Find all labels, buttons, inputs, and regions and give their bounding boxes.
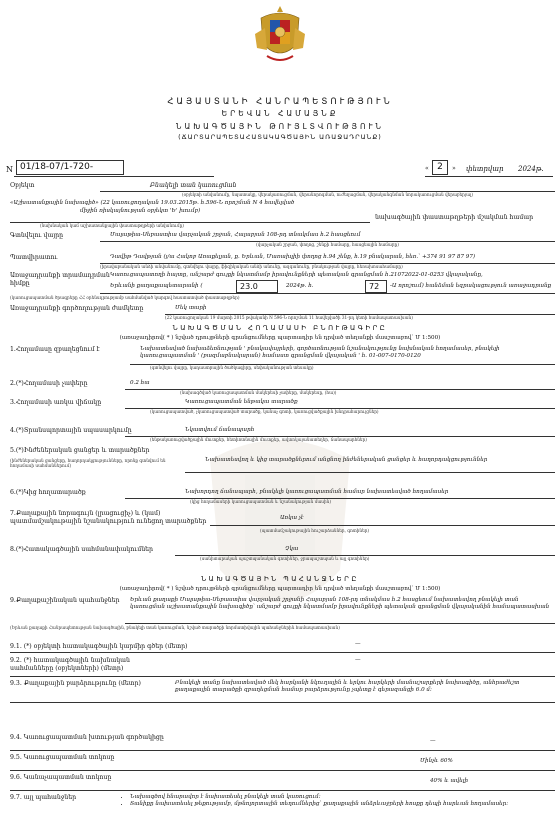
row5-label: 5.(*)Ինժեներական ցանցեր և տարածքներ	[10, 447, 150, 454]
number-prefix: N	[6, 165, 13, 174]
row97-item: • Նախագծով հնարավոր է նախատեսել բնակելի տան կառուցում:	[130, 794, 555, 801]
row8-note: (սանիտարական պաշտպանական գոտիներ, ջրապաշտպան և այլ գոտիներ)	[200, 556, 370, 561]
section1-title: ՆԱԽԱԳԾՄԱՆ ՀՈՂԱՄԱՍԻ ԲՆՈՒԹԱԳԻՐԸ	[172, 324, 388, 332]
date-day-field[interactable]: 2	[432, 160, 448, 175]
validity-label: Առաջադրանքի գործողության ժամկետը	[10, 305, 144, 312]
permit-title: ՆԱԽԱԳԾԱՅԻՆ ԹՈՒՅԼՏՎՈՒԹՅՈՒՆ	[175, 122, 384, 131]
row96-value: 40% և ավելի	[430, 778, 468, 784]
validity-value: Մեկ տարի	[175, 305, 207, 311]
docs-label: Առաջադրանքի տրամադրման հիմքը	[10, 272, 110, 287]
row9-label: 9.Քաղաքաշինական պահանջներ	[10, 597, 120, 604]
row1-label: 1.Հողամասը զբաղեցնում է	[10, 346, 100, 353]
row7-value: Առկա չէ	[280, 515, 304, 521]
row4-note: (ենթակառուցվածքային մուտքեր, հետիոտնային մուտքեր, ավտոկայանատեղեր, ճանապարհներ)	[150, 437, 367, 442]
row91-label: 9.1. (*) օբյեկտի հատակագծային կարմիր գծեր (մետր)	[10, 643, 188, 650]
row6-label: 6.(*)Կից հողատարածք	[10, 489, 86, 496]
row5-value: Նախատեսվող և կից տարածքներում անցնող ինժեներական ցանցեր և հաղորդակցություններ	[205, 457, 488, 463]
row1-value: Նախատեսված նախաձեռնության ' բնակավայրերի, գործառնության նշանակությունը նախնական հողամասեր, բնակելի կառուցապատման ' (բազմաբնակարան) համաստ գրանցման վկայական ' հ. 01-007-0170-0120	[140, 346, 500, 359]
row97-list	[120, 794, 555, 808]
location-note: (վարչական շրջան, փողոց, շենքի համարը, հասցեային համարը)	[256, 242, 399, 247]
decision-number-field[interactable]: 72	[365, 280, 387, 293]
row9-value: Երևան քաղաքի Մալաթիա-Սեբաստիա վարչական շրջանի Հալաբյան 108-րդ տնակմաս հ.2 հասցեում նախատեսվող բնակելի տան կառուցման աշխատանքային նախագիծը՝ անշարժ գույքի նկատմամբ իրավունքների պետական գրանցման վկայականին համապատասխան	[130, 597, 550, 610]
location-label: Գտնվելու վայրը	[10, 232, 64, 239]
row95-value: Մինչև 60%	[420, 758, 453, 764]
date-quote-close: »	[452, 165, 456, 172]
basis-note: (նախնական կամ աշխատանքային փաստաթղթերի անվանումը)	[40, 223, 184, 228]
customer-label: Պատվիրատու	[10, 254, 58, 261]
row2-note: (նախագծված կառուցապատման մակերեսի չափերը, մակերեսը, (հա))	[180, 390, 337, 395]
row9-note: (Երևան քաղաքի Հանրապետության նախագծային, բնակելի տան կառուցման, նշված տարածքի նորմատիվային պահանջներին համապատասխան)	[10, 625, 340, 630]
validity-note: (22 կառուցողական 19 մարտի 2015 թվականի N 596-Ն որոշման 11 հավելվածի 31-րդ կետի համապատասխան)	[165, 315, 413, 320]
row93-value: Բնակելի տանը նախատեսված մեկ հարկանի նկուղային և երկու հարկերի մասնաշարքերի նախագիծը, անհրաժեշտ քաղաքային տարածքի զբաղեցման համար բարձրությունը չպետք է գերազանցի 6.0 մ:	[175, 680, 520, 693]
community-title: ԵՐԵՎԱՆ ՀԱՄԱՅՆՔ	[221, 109, 339, 118]
row92-value: —	[355, 657, 361, 663]
row95-label: 9.5. Կառուցապատման տոկոսը	[10, 754, 115, 761]
docs-value-2a: Երևանի քաղաքապետարանի (	[110, 283, 203, 289]
date-quote-open: «	[425, 165, 429, 172]
coat-of-arms-icon	[253, 4, 307, 66]
row4-label: 4.(*)Տրանսպորտային սպասարկումը	[10, 427, 132, 434]
section2-title: ՆԱԽԱԳԾԱՅԻՆ ՊԱՀԱՆՋՆԵՐԸ	[201, 575, 359, 583]
document-number-field[interactable]: 01/18-07/1-720-	[16, 160, 124, 175]
row3-label: 3.Հողամասի առկա վիճակը	[10, 399, 102, 406]
decision-date-field[interactable]: 23.0	[236, 280, 278, 293]
location-value: Մալաթիա-Սեբաստիա վարչական շրջան, Հալաբյան 108-րդ տնակմաս հ.2 հասցեում	[110, 232, 361, 238]
row7-note: (պատմամշակութային հուշարձաններ, գոտիներ)	[260, 528, 370, 533]
row93-label: 9.3. Քաղաքային բարձրությունը (մետր)	[10, 680, 141, 687]
row94-label: 9.4. Կառուցապատման խտության գործակիցը	[10, 734, 164, 741]
basis-purpose: նախագծային փաստաթղթերի մշակման համար	[375, 214, 534, 221]
country-title: ՀԱՅԱՍՏԱՆԻ ՀԱՆՐԱՊԵՏՈՒԹՅՈՒՆ	[167, 97, 393, 107]
section2-subtitle: (առաջադիրով( * ) նշված դրույթների գրանցումները պարտադիր են դրված տեղանքի մասշտաբով՝ Մ 1:500)	[119, 586, 441, 592]
basis-value-2: միջին ռիսկայնության օբյեկտ 'Ե' խումբ)	[80, 208, 201, 214]
row97-item: • Տանիքը նախատեսել թեքությամբ, մթնոլորտային տեղումներից՝ քաղաքային անձրևաջրերի հոսքը դեպի հարևան հողամասեր:	[130, 801, 555, 808]
permit-subtitle: (ՃԱՐՏԱՐԱՊԵՏԱՀԱՏԱԿԱԳԾԱՅԻՆ ԱՌԱՋԱԴՐԱՆՔ)	[178, 133, 382, 141]
row97-label: 9.7. այլ պահանջներ	[10, 794, 77, 801]
row8-value: Չկա	[285, 546, 299, 552]
row3-value: Կառուցապատման ենթակա տարածք	[185, 399, 298, 405]
row2-value: 0.2 հա	[130, 380, 150, 386]
customer-value: Դավիթ Դավթյան (յ/ա Հակոբ Առաքելյան, ք. Երևան, Մառախլիի փողոց հ.94 շենք, հ.19 բնակարան, հեռ.՝ +374 91 97 87 97)	[110, 254, 476, 260]
docs-value: Կառուցապատողի հայտը, անշարժ գույքի նկատմամբ իրավունքների պետական գրանցման հ.21072022-01-0253 վկայականը,	[110, 272, 483, 278]
row8-label: 8.(*)Հատակագծային սահմանափակումներ	[10, 546, 153, 553]
row7-label: 7.Քաղաքային նորագույն (լրացուցիչ) և (կամ) պատմամշակութային նշանակություն ունեցող տարածքներ	[10, 510, 207, 525]
date-month: փետրվար	[466, 165, 504, 173]
row3-note: (կառուցապատված, չկառուցապատված տարածք, կանաչ գոտի, կառուցվածքային խնդրահարույցներ)	[150, 409, 379, 414]
section1-subtitle: (առաջադիրով( * ) նշված դրույթների գրանցումները պարտադիր են դրված տեղանքի մասշտաբով՝ Մ 1:500)	[119, 335, 441, 341]
date-year: 2024թ.	[518, 165, 544, 173]
docs-value-2c: -Ա որոշում) հանձման եզրակացություն առաջադրանք	[390, 283, 552, 289]
docs-note: (կառուցապատման ծրագրերը ՀՀ օրենսդրությամբ սահմանված կարգով հաստատված փաստաթղթեր)	[10, 295, 240, 300]
object-label: Օբյեկտ	[10, 182, 35, 189]
row91-value: —	[355, 641, 361, 647]
row4-value: Նկատվում ճանապարհ	[185, 427, 255, 433]
row1-note: (գտնվելու վայրը, կադաստրային ծածկագիրը, սեփականության տեսակը)	[150, 365, 314, 370]
row2-label: 2.(*)Հողամասի չափերը	[10, 380, 88, 387]
row94-value: —	[430, 738, 436, 744]
customer-note: (իրավաբանական անձի անվանումը, գտնվելու վայրը, ֆիզիկական անձի անունը, ազգանունը, բնակության վայրը, հեռախոսահամարը)	[100, 264, 403, 269]
row96-label: 9.6. Կանաչապատման տոկոսը	[10, 774, 112, 781]
row92-label: 9.2. (*) հատակագծային նախնական սահմանները (օբյեկտների) (մետր)	[10, 657, 130, 672]
object-value: Բնակելի տան կառուցման	[150, 182, 237, 189]
basis-value: «Աշխատանքային նախագիծ» (22 կառուցողական 19.03.2015թ. հ.596-Ն որոշման N 4 հավելված	[10, 200, 295, 206]
docs-value-2b: 2024թ. հ.	[286, 283, 314, 289]
object-note: (օբյեկտի անվանումը, նպատակը, վերակառուցման, վերանորոգման, ուժեղացման, վերականգնման նորակառուցման վերաբերյալ)	[181, 192, 474, 197]
row6-note: (կից հողամասերի կառուցապատման և նշանակության մասին)	[190, 499, 331, 504]
row5-note: (ինժեներական ցանցերը, հաղորդակցությունները, որոնք գտնվում են հողամասի սահմաններում)	[10, 458, 166, 468]
row6-value: Նախորդող ճանապարհ, բնակելի կառուցապատման համար նախատեսված հողամասեր	[185, 489, 449, 495]
